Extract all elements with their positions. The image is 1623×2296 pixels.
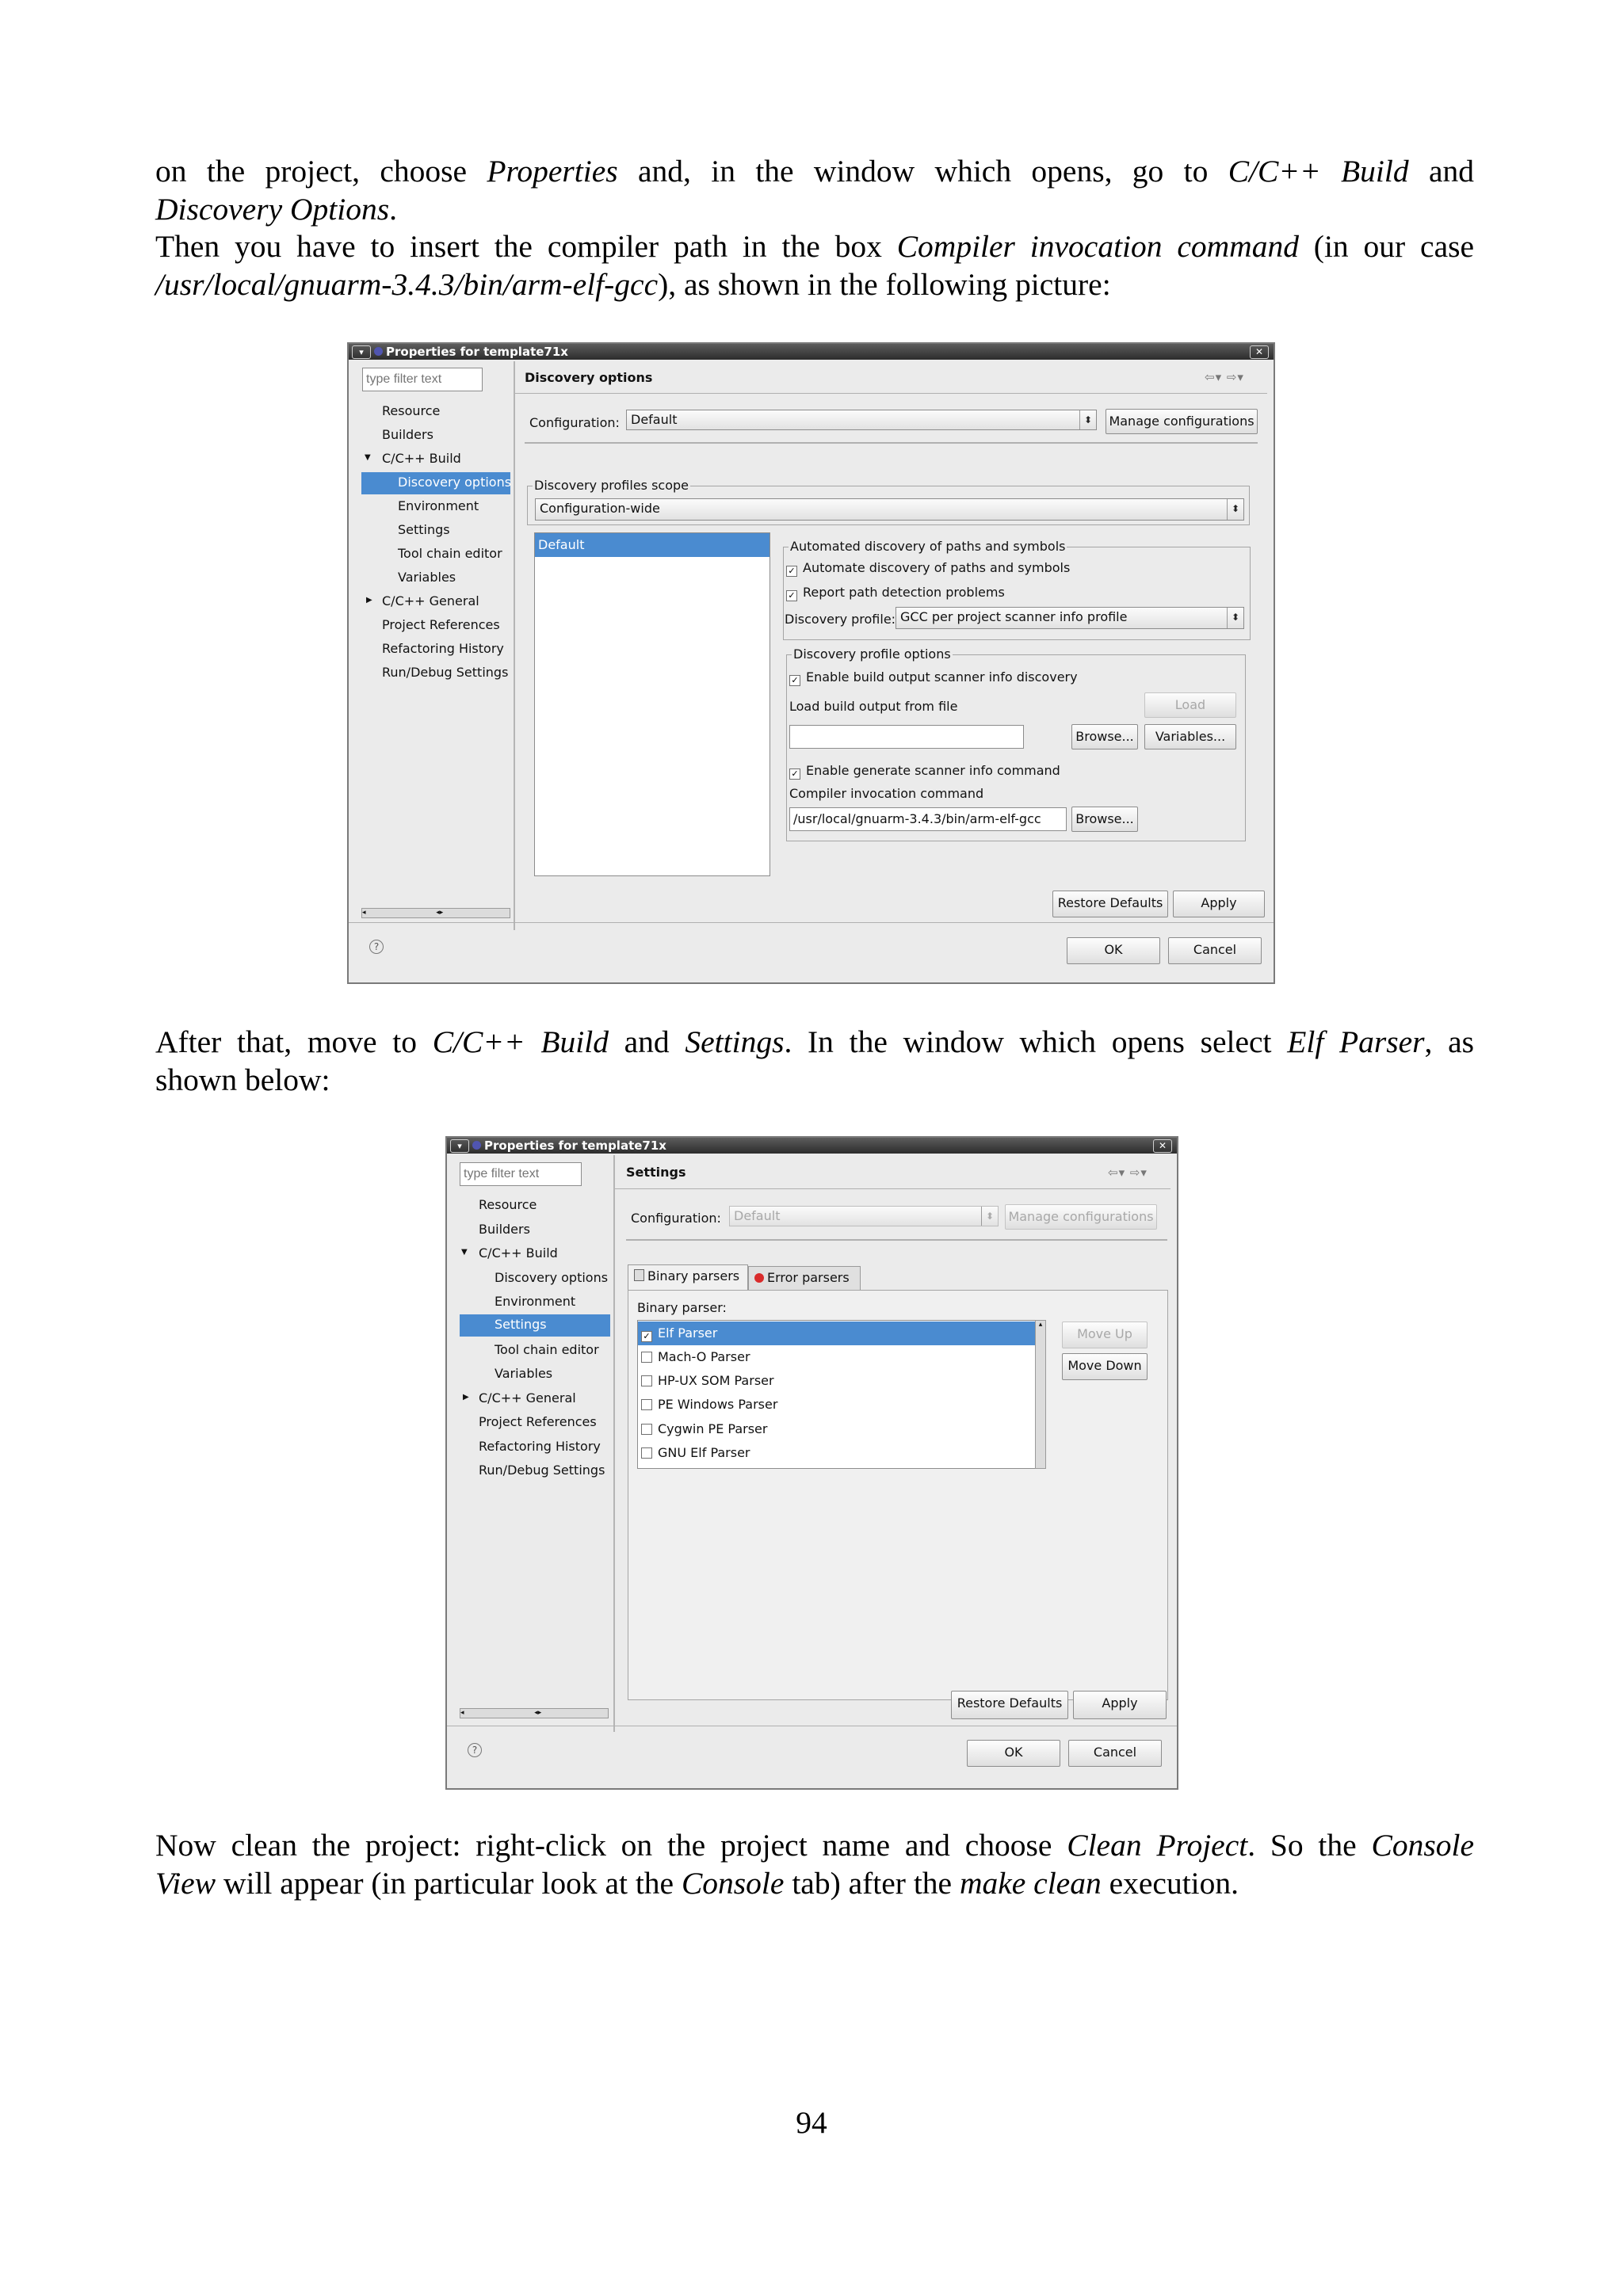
parser-list-scrollbar[interactable]: ▴ (1035, 1320, 1046, 1469)
page-title: Discovery options (525, 370, 653, 385)
italic-text: Clean Project (1067, 1828, 1248, 1863)
checkmark-icon: ✓ (789, 769, 800, 780)
configuration-label: Configuration: (529, 415, 620, 430)
binary-parser-label: Binary parser: (637, 1300, 727, 1315)
variables-button[interactable]: Variables... (1144, 724, 1236, 749)
dialog-title: Properties for template71x (484, 1138, 666, 1153)
tree-item-cc-build[interactable]: C/C++ Build (382, 451, 461, 466)
tree-item-project-references[interactable]: Project References (479, 1414, 597, 1429)
dialog-titlebar (349, 344, 1274, 360)
tree-item-settings[interactable]: Settings (460, 1314, 610, 1337)
help-icon[interactable]: ? (369, 940, 384, 954)
compiler-invocation-input[interactable]: /usr/local/gnuarm-3.4.3/bin/arm-elf-gcc (789, 807, 1067, 831)
collapse-arrow-icon[interactable]: ▶ (463, 1393, 469, 1402)
config-separator (525, 442, 1258, 444)
load-build-output-label: Load build output from file (789, 699, 958, 714)
paragraph-settings (155, 1024, 1474, 1099)
config-separator (626, 1239, 1167, 1241)
pane-divider[interactable] (514, 361, 515, 930)
italic-text: Settings (685, 1024, 785, 1059)
text-run: execution. (1101, 1865, 1239, 1901)
text-run: will appear (in particular look at the (216, 1865, 682, 1901)
list-item[interactable] (638, 1417, 1045, 1441)
tab-error-parsers[interactable] (748, 1266, 861, 1290)
checkbox-label: Enable generate scanner info command (806, 763, 1060, 778)
italic-text: View (155, 1865, 216, 1901)
filter-input[interactable] (362, 368, 483, 391)
text-line (155, 266, 1474, 304)
restore-defaults-button[interactable]: Restore Defaults (951, 1691, 1068, 1719)
checkmark-icon: ✓ (786, 590, 797, 601)
parser-label: Mach-O Parser (658, 1349, 750, 1364)
group-legend: Automated discovery of paths and symbols (790, 539, 1066, 554)
window-menu-icon[interactable]: ▾ (352, 345, 371, 359)
profiles-scope-value: Configuration-wide (540, 501, 660, 516)
text-run: (in our case (1298, 229, 1475, 264)
ok-button[interactable]: OK (967, 1740, 1060, 1767)
paragraph-intro (155, 153, 1474, 303)
checkbox-icon[interactable] (641, 1352, 652, 1363)
tab-binary-parsers[interactable] (628, 1264, 748, 1290)
tab-label: Binary parsers (647, 1268, 740, 1283)
configuration-combo[interactable] (729, 1206, 999, 1226)
tree-item-builders[interactable]: Builders (382, 427, 433, 442)
cancel-button[interactable]: Cancel (1068, 1740, 1162, 1767)
text-run: . So the (1247, 1828, 1372, 1863)
checkmark-icon: ✓ (786, 566, 797, 577)
tree-item-refactoring-history[interactable]: Refactoring History (479, 1439, 601, 1454)
dialog-title: Properties for template71x (386, 345, 568, 359)
tree-item-resource[interactable]: Resource (479, 1197, 537, 1212)
automate-discovery-checkbox[interactable] (786, 559, 1070, 577)
tree-item-refactoring-history[interactable]: Refactoring History (382, 641, 504, 656)
pane-divider[interactable] (613, 1155, 615, 1732)
parser-label: PE Windows Parser (658, 1397, 778, 1412)
eclipse-logo-icon (374, 347, 383, 356)
window-menu-icon[interactable]: ▾ (450, 1139, 469, 1153)
parser-label: HP-UX SOM Parser (658, 1373, 774, 1388)
text-run: ), as shown in the following picture: (658, 266, 1111, 302)
dialog-titlebar (447, 1138, 1177, 1154)
build-output-file-input[interactable] (789, 725, 1024, 749)
italic-text: C/C++ Build (1228, 154, 1409, 189)
configuration-label: Configuration: (631, 1211, 721, 1226)
text-run: , as (1424, 1024, 1474, 1059)
checkbox-label: Automate discovery of paths and symbols (803, 560, 1071, 575)
back-forward-arrows-icon[interactable]: ⇦▾ ⇨▾ (1108, 1165, 1148, 1180)
tree-item-environment[interactable]: Environment (398, 498, 479, 513)
list-item[interactable] (638, 1345, 1045, 1369)
text-line (155, 1865, 1474, 1903)
tree-item-settings[interactable]: Settings (398, 522, 450, 537)
tree-horizontal-scrollbar[interactable]: ◂ ◂▸ (361, 908, 510, 918)
text-line (155, 228, 1474, 266)
move-up-button[interactable]: Move Up (1062, 1322, 1148, 1348)
text-run: and, in the window which opens, go to (617, 154, 1228, 189)
combo-arrow-icon: ⬍ (981, 1207, 998, 1226)
binary-parser-list[interactable] (637, 1320, 1046, 1469)
checkbox-label: Report path detection problems (803, 585, 1005, 600)
tree-item-tool-chain-editor[interactable]: Tool chain editor (495, 1342, 599, 1357)
group-legend: Discovery profile options (793, 646, 951, 662)
parser-label: GNU Elf Parser (658, 1445, 750, 1460)
collapse-arrow-icon[interactable]: ▶ (366, 596, 372, 605)
browse-compiler-button[interactable]: Browse... (1071, 807, 1138, 832)
discovery-profile-combo[interactable] (896, 607, 1244, 629)
enable-build-output-checkbox[interactable] (789, 669, 1078, 686)
list-item[interactable] (638, 1441, 1045, 1465)
properties-dialog-settings (445, 1136, 1178, 1790)
list-item[interactable] (638, 1322, 1045, 1345)
footer-separator (349, 922, 1274, 923)
binary-parser-icon (634, 1269, 644, 1281)
paragraph-clean (155, 1827, 1474, 1902)
combo-arrow-icon: ⬍ (1079, 410, 1096, 429)
group-legend: Discovery profiles scope (534, 478, 689, 493)
checkmark-icon: ✓ (789, 675, 800, 686)
error-icon (754, 1273, 764, 1283)
text-run: . (389, 191, 397, 227)
parser-label: Cygwin PE Parser (658, 1421, 768, 1436)
tree-item-environment[interactable]: Environment (495, 1294, 576, 1309)
tree-item-variables[interactable]: Variables (398, 570, 456, 585)
back-forward-arrows-icon[interactable]: ⇦▾ ⇨▾ (1205, 370, 1244, 384)
expand-arrow-icon[interactable]: ▼ (461, 1248, 468, 1257)
close-icon[interactable]: ✕ (1250, 345, 1269, 359)
ok-button[interactable]: OK (1067, 937, 1160, 964)
text-run: After that, move to (155, 1024, 433, 1059)
enable-generate-command-checkbox[interactable] (789, 762, 1060, 780)
configuration-list[interactable] (534, 532, 770, 876)
parser-label: Elf Parser (658, 1325, 718, 1341)
tree-item-cc-general[interactable]: C/C++ General (382, 593, 479, 608)
cancel-button[interactable]: Cancel (1168, 937, 1262, 964)
header-separator (615, 1188, 1170, 1189)
load-button[interactable]: Load (1144, 692, 1236, 718)
tree-item-project-references[interactable]: Project References (382, 617, 500, 632)
combo-arrow-icon: ⬍ (1227, 499, 1243, 520)
text-run: tab) after the (784, 1865, 960, 1901)
eclipse-logo-icon (472, 1141, 481, 1150)
tree-item-run-debug-settings[interactable]: Run/Debug Settings (382, 665, 509, 680)
italic-text: make clean (959, 1865, 1102, 1901)
manage-configurations-button[interactable]: Manage configurations (1005, 1204, 1157, 1230)
tree-item-builders[interactable]: Builders (479, 1222, 530, 1237)
help-icon[interactable]: ? (468, 1743, 482, 1757)
apply-button[interactable]: Apply (1073, 1691, 1167, 1719)
move-down-button[interactable]: Move Down (1062, 1353, 1148, 1380)
text-run: shown below: (155, 1062, 330, 1097)
italic-text: Console (1371, 1828, 1474, 1863)
close-icon[interactable]: ✕ (1153, 1139, 1172, 1153)
configuration-value: Default (631, 412, 678, 427)
tree-item-cc-general[interactable]: C/C++ General (479, 1390, 576, 1405)
italic-text: Elf Parser (1287, 1024, 1425, 1059)
italic-text: C/C++ Build (432, 1024, 609, 1059)
text-line (155, 153, 1474, 191)
properties-dialog-discovery (347, 342, 1275, 984)
browse-button[interactable]: Browse... (1071, 724, 1138, 749)
text-run: on the project, choose (155, 154, 487, 189)
configuration-combo[interactable] (626, 410, 1097, 430)
tree-item-discovery-options[interactable]: Discovery options (495, 1270, 609, 1285)
page-number: 94 (796, 2105, 827, 2140)
list-item[interactable] (638, 1393, 1045, 1417)
tree-item-tool-chain-editor[interactable]: Tool chain editor (398, 546, 502, 561)
manage-configurations-button[interactable]: Manage configurations (1106, 409, 1258, 434)
italic-text: Properties (487, 154, 618, 189)
text-run: Then you have to insert the compiler path in the box (155, 229, 897, 264)
text-line (155, 191, 1474, 229)
page-title: Settings (626, 1165, 686, 1180)
profiles-scope-combo[interactable] (535, 498, 1244, 521)
list-item[interactable]: Default (535, 533, 769, 557)
filter-input[interactable] (460, 1162, 582, 1186)
text-run: Now clean the project: right-click on the project name and choose (155, 1828, 1067, 1863)
checkbox-icon[interactable] (641, 1447, 652, 1459)
discovery-profile-label: Discovery profile: (785, 612, 896, 627)
tree-horizontal-scrollbar[interactable]: ◂ ◂▸ (460, 1708, 609, 1718)
header-separator (515, 393, 1267, 394)
italic-text: Console (681, 1865, 785, 1901)
checkbox-label: Enable build output scanner info discovery (806, 669, 1078, 685)
expand-arrow-icon[interactable]: ▼ (365, 453, 371, 462)
report-path-problems-checkbox[interactable] (786, 584, 1005, 601)
apply-button[interactable]: Apply (1173, 891, 1265, 917)
discovery-profile-value: GCC per project scanner info profile (900, 609, 1128, 624)
text-line (155, 1024, 1474, 1062)
text-line (155, 1827, 1474, 1865)
tree-item-variables[interactable]: Variables (495, 1366, 553, 1381)
text-run: and (608, 1024, 685, 1059)
compiler-invocation-label: Compiler invocation command (789, 786, 984, 801)
tab-label: Error parsers (767, 1270, 850, 1285)
text-line (155, 1062, 1474, 1100)
checkbox-icon[interactable] (641, 1399, 652, 1410)
configuration-value: Default (734, 1208, 781, 1223)
restore-defaults-button[interactable]: Restore Defaults (1052, 891, 1168, 917)
italic-text: Compiler invocation command (896, 229, 1299, 264)
text-run: and (1408, 154, 1474, 189)
checkbox-icon[interactable] (641, 1424, 652, 1435)
list-item[interactable] (638, 1369, 1045, 1393)
italic-text: Discovery Options (155, 191, 390, 227)
tree-item-discovery-options[interactable]: Discovery options (361, 472, 510, 494)
combo-arrow-icon: ⬍ (1227, 608, 1243, 628)
checkmark-icon[interactable]: ✓ (641, 1331, 652, 1342)
tree-item-resource[interactable]: Resource (382, 403, 441, 418)
tree-item-cc-build[interactable]: C/C++ Build (479, 1245, 558, 1261)
italic-text: /usr/local/gnuarm-3.4.3/bin/arm-elf-gcc (155, 266, 659, 302)
tree-item-run-debug-settings[interactable]: Run/Debug Settings (479, 1463, 605, 1478)
text-run: . In the window which opens select (784, 1024, 1288, 1059)
checkbox-icon[interactable] (641, 1375, 652, 1386)
